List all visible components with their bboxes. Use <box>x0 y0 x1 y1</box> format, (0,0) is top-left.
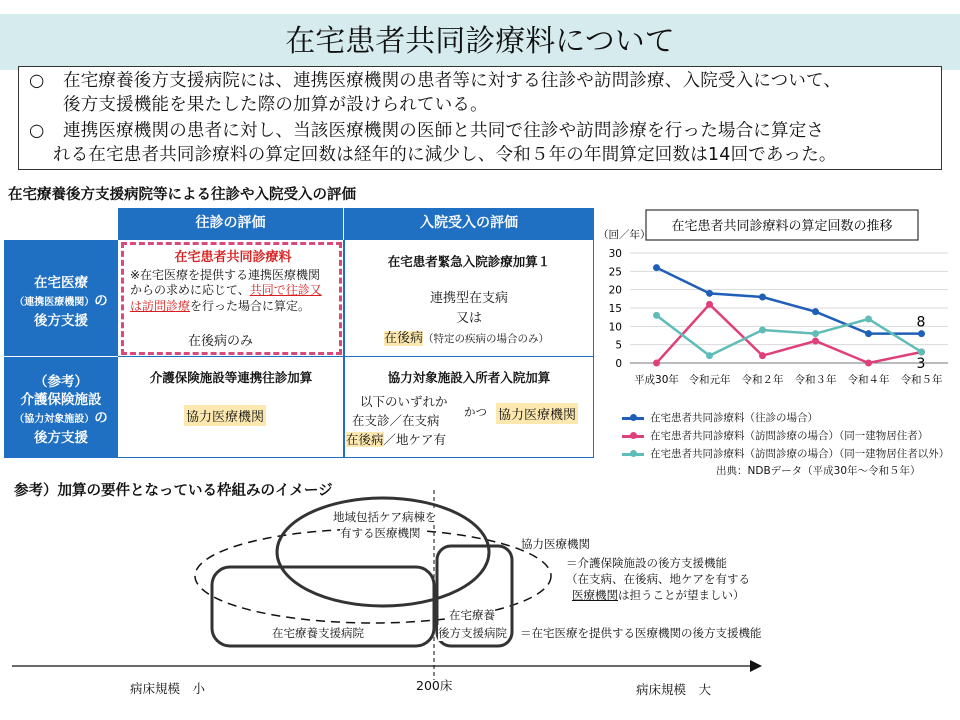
chart-source: 出典：NDBデータ（平成30年～令和５年） <box>716 465 921 477</box>
x-tick-label: 令和４年 <box>847 374 890 386</box>
kyoryoku-desc-2: （在支病、在後病、地ケアを有する <box>566 572 750 586</box>
chiiki-label-1: 地域包括ケア病棟を <box>333 510 437 524</box>
x-tick-label: 令和５年 <box>900 374 943 386</box>
kyoryoku-ellipse <box>195 529 551 623</box>
data-point <box>759 352 766 359</box>
legend-swatch <box>622 453 644 456</box>
zaigobyo-tokutei: 在後病（特定の疾病の場合のみ） <box>384 331 550 346</box>
kyoryoku-tag-2: 協力医療機関 <box>496 403 578 424</box>
y-tick-label: 0 <box>615 358 622 370</box>
legend-item-homon-same: 在宅患者共同診療料（訪問診療の場合）（同一建物居住者） <box>622 428 928 443</box>
data-point <box>865 316 872 323</box>
x-tick-label: 令和２年 <box>741 374 784 386</box>
data-point <box>865 360 872 367</box>
y-tick-label: 20 <box>608 284 622 297</box>
data-point <box>918 349 925 356</box>
chart-ylabel: （回／年） <box>598 229 651 241</box>
legend-item-homon-other: 在宅患者共同診療料（訪問診療の場合）（同一建物居住者以外） <box>622 446 949 461</box>
kyoryoku-label: 協力医療機関 <box>521 537 590 551</box>
x-tick-label: 令和３年 <box>794 374 837 386</box>
data-point <box>812 330 819 337</box>
data-point <box>653 312 660 319</box>
legend-swatch <box>622 417 644 420</box>
kaigo-oushin-title: 介護保険施設等連携往診加算 <box>149 370 313 385</box>
series-line <box>657 268 922 334</box>
zaigobyo-chikea: 在後病／地ケア有 <box>346 432 447 447</box>
axis-arrow <box>750 660 762 672</box>
chart-title: 在宅患者共同診療料の算定回数の推移 <box>671 219 893 234</box>
page-title: 在宅患者共同診療料について <box>285 24 675 59</box>
chart-series <box>653 264 925 372</box>
axis-label-200: 200床 <box>416 678 453 693</box>
zaishin-text: 在支診／在支病 <box>352 413 440 428</box>
data-point <box>918 330 925 337</box>
x-tick-label: 令和元年 <box>688 374 731 386</box>
data-label: 8 <box>916 314 926 331</box>
kyoryoku-tag-1: 協力医療機関 <box>184 405 266 426</box>
katsu-text: かつ <box>464 405 487 419</box>
y-tick-label: 5 <box>615 339 622 352</box>
kaigo-nyuin-title: 協力対象施設入所者入院加算 <box>387 370 551 385</box>
chiiki-label-2: 有する医療機関 <box>340 526 421 540</box>
data-point <box>865 330 872 337</box>
table-corner <box>4 208 118 240</box>
kouhou-label-1: 在宅療養 <box>449 608 495 622</box>
y-tick-label: 15 <box>608 303 622 315</box>
summary-note-1: ○ 在宅療養後方支援病院には、連携医療機関の患者等に対する往診や訪問診療、入院受入について、 後方支援機能を果たした際の加算が設けられている。 <box>29 71 842 115</box>
data-label: 3 <box>916 356 926 372</box>
y-tick-label: 25 <box>608 266 622 279</box>
data-point <box>653 264 660 271</box>
col-header-oushin: 往診の評価 <box>118 208 344 240</box>
renkeigata-text: 連携型在支病 <box>429 291 508 306</box>
data-point <box>706 352 713 359</box>
kinkyu-nyuin-title: 在宅患者緊急入院診療加算１ <box>387 254 551 269</box>
row-header-kaigo: （参考） 介護保険施設 （協力対象施設）の 後方支援 <box>4 357 118 458</box>
izureka-text: 以下のいずれか <box>360 394 448 409</box>
axis-label-small: 病床規模 小 <box>130 681 206 696</box>
mataha-text: 又は <box>455 311 482 326</box>
data-point <box>759 327 766 334</box>
summary-note-2: ○ 連携医療機関の患者に対し、当該医療機関の医師と共同で往診や訪問診療を行った場合に算定さ れる在宅患者共同診療料の算定回数は経年的に減少し、令和５年の年間算定回数は14回であった。 <box>29 121 837 165</box>
kyoryoku-desc-3: 医療機関は担うことが望ましい） <box>572 588 745 602</box>
summary-box <box>18 66 942 170</box>
axis-label-large: 病床規模 大 <box>636 682 712 697</box>
zaitaku-label: 在宅療養支援病院 <box>272 626 364 640</box>
row-header-zaitaku: 在宅医療 （連携医療機関）の 後方支援 <box>4 240 118 357</box>
kouhou-desc: ＝在宅医療を提供する医療機関の後方支援機能 <box>520 626 762 640</box>
kyodo-shinryo-desc: 在宅患者共同診療料 ※在宅医療を提供する連携医療機関 からの求めに応じて、共同で往診又 は訪問診療を行った場合に算定。 <box>130 250 322 313</box>
y-tick-label: 10 <box>608 321 622 334</box>
data-point <box>706 290 713 297</box>
y-tick-label: 30 <box>608 248 622 260</box>
legend-swatch <box>622 435 644 438</box>
data-point <box>759 294 766 301</box>
legend-item-oushin: 在宅患者共同診療料（往診の場合） <box>622 410 818 425</box>
x-tick-label: 平成30年 <box>634 374 679 386</box>
data-point <box>653 360 660 367</box>
data-point <box>812 338 819 345</box>
data-point <box>706 301 713 308</box>
kyoryoku-desc-1: ＝介護保険施設の後方支援機能 <box>566 556 727 570</box>
col-header-nyuin: 入院受入の評価 <box>344 208 594 240</box>
zaigobyo-only: 在後病のみ <box>188 334 254 349</box>
diagram-section-title: 参考）加算の要件となっている枠組みのイメージ <box>14 483 333 499</box>
data-point <box>812 308 819 315</box>
kouhou-label-2: 後方支援病院 <box>438 626 507 640</box>
table-section-title: 在宅療養後方支援病院等による往診や入院受入の評価 <box>8 187 356 203</box>
